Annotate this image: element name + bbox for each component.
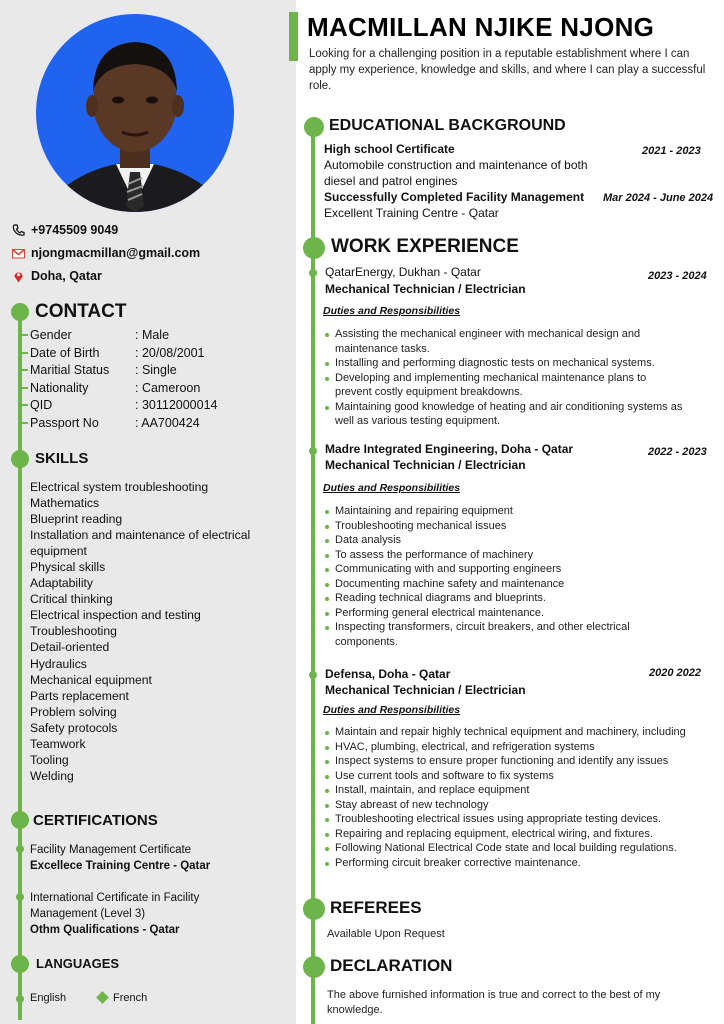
skill-item: Hydraulics: [30, 656, 87, 671]
detail-tick: [20, 369, 28, 371]
language-item: French: [113, 992, 148, 1004]
education-date-1: 2021 - 2023: [642, 145, 701, 157]
job-date: 2022 - 2023: [648, 446, 707, 458]
duties-heading: Duties and Responsibilities: [323, 704, 461, 716]
email-line: [12, 246, 200, 260]
cert-dot: [16, 845, 24, 853]
skill-item: Welding: [30, 768, 74, 783]
detail-row: [30, 397, 218, 415]
detail-value: : 20/08/2001: [135, 345, 205, 360]
detail-value: : 30112000014: [135, 398, 218, 413]
skill-item: Troubleshooting: [30, 624, 117, 639]
skill-item: Mechanical equipment: [30, 672, 152, 687]
contact-bullet: [11, 303, 29, 321]
duty-item-cont: prevent costly equipment breakdowns.: [335, 386, 523, 398]
duty-item: Reading technical diagrams and blueprints.: [323, 591, 708, 606]
duty-item: Inspect systems to ensure proper functioning and identify any issues: [323, 754, 713, 769]
education-title-2: Successfully Completed Facility Management: [324, 190, 585, 204]
skill-item: Teamwork: [30, 736, 86, 751]
duty-item: Assisting the mechanical engineer with mechanical design and: [323, 327, 708, 342]
education-desc-1: diesel and patrol engines: [324, 174, 458, 188]
education-bullet: [304, 117, 324, 137]
languages-title: LANGUAGES: [36, 956, 120, 971]
duty-item: Maintaining good knowledge of heating and air conditioning systems as: [323, 400, 708, 415]
detail-tick: [20, 404, 28, 406]
skills-bullet: [11, 450, 29, 468]
detail-label: Nationality: [30, 380, 89, 395]
skills-title: SKILLS: [35, 450, 89, 467]
work-bullet: [303, 237, 325, 259]
skill-item: Tooling: [30, 752, 69, 767]
skill-item: Mathematics: [30, 496, 100, 511]
profile-photo: [36, 14, 234, 212]
job-date: 2020 2022: [649, 667, 701, 679]
duty-item: Documenting machine safety and maintenance: [323, 577, 708, 592]
duty-item: HVAC, plumbing, electrical, and refrigeration systems: [323, 740, 713, 755]
cert-issuer: Othm Qualifications - Qatar: [30, 924, 180, 936]
declaration-text: The above furnished information is true and correct to the best of my: [327, 989, 661, 1001]
job-company: Madre Integrated Engineering, Doha - Qatar: [325, 442, 574, 456]
duty-item: Performing circuit breaker corrective maintenance.: [323, 856, 713, 871]
detail-label: Gender: [30, 328, 72, 342]
education-desc-1: Automobile construction and maintenance of both: [324, 158, 588, 172]
job-role: Mechanical Technician / Electrician: [325, 282, 526, 296]
duty-item-cont: maintenance tasks.: [335, 342, 430, 355]
job-dot: [309, 447, 317, 455]
name-accent-bar: [289, 12, 298, 61]
email-icon: [12, 247, 25, 260]
education-title: EDUCATIONAL BACKGROUND: [329, 117, 566, 134]
cert-dot: [16, 893, 24, 901]
job-dot: [309, 671, 317, 679]
career-objective: Looking for a challenging position in a reputable establishment where I can apply my experience, knowledge and skills, and where I can play a successful role.: [309, 48, 706, 92]
duty-item: Following National Electrical Code state and local building regulations.: [323, 841, 713, 856]
duty-item: Troubleshooting mechanical issues: [323, 519, 708, 534]
detail-value: : AA700424: [135, 415, 200, 430]
skill-item: Detail-oriented: [30, 640, 110, 655]
duty-item-cont: well as various testing equipment.: [335, 415, 501, 427]
cert-issuer: Excellece Training Centre - Qatar: [30, 860, 211, 872]
location-line: [12, 269, 102, 283]
detail-tick: [20, 422, 28, 424]
location-pin-icon: [12, 270, 25, 283]
duty-item: Installing and performing diagnostic tests on mechanical systems.: [323, 356, 708, 371]
languages-bullet: [11, 955, 29, 973]
email-address[interactable]: njongmacmillan@gmail.com: [31, 246, 201, 260]
duty-item: Data analysis: [323, 533, 708, 548]
skill-item: Critical thinking: [30, 592, 113, 607]
detail-value: : Male: [135, 328, 170, 342]
duties-list: [323, 504, 708, 649]
phone-icon: [12, 224, 25, 237]
detail-row: [30, 327, 218, 345]
duties-heading: Duties and Responsibilities: [323, 482, 461, 494]
education-desc-2: Excellent Training Centre - Qatar: [324, 206, 499, 220]
duties-heading: Duties and Responsibilities: [323, 305, 461, 317]
duty-item: Maintain and repair highly technical equipment and machinery, including: [323, 725, 713, 740]
detail-label: Passport No: [30, 415, 99, 430]
duty-item: Troubleshooting electrical issues using appropriate testing devices.: [323, 812, 713, 827]
skill-item: Safety protocols: [30, 720, 118, 735]
skill-item: Electrical inspection and testing: [30, 608, 201, 623]
detail-row: [30, 362, 218, 380]
detail-label: Date of Birth: [30, 345, 100, 360]
duty-item: Inspecting transformers, circuit breakers, and other electrical: [323, 620, 708, 635]
referees-text: Available Upon Request: [327, 928, 445, 940]
full-name: MACMILLAN NJIKE NJONG: [307, 12, 655, 42]
detail-tick: [20, 387, 28, 389]
job-company: QatarEnergy, Dukhan - Qatar: [325, 265, 481, 279]
certifications-title: CERTIFICATIONS: [33, 812, 158, 829]
personal-details: [30, 327, 218, 433]
location-text: Doha, Qatar: [31, 269, 102, 283]
phone-line: [12, 223, 118, 237]
contact-title: CONTACT: [35, 301, 127, 322]
detail-row: [30, 380, 218, 398]
duty-item: Developing and implementing mechanical maintenance plans to: [323, 371, 708, 386]
certifications-bullet: [11, 811, 29, 829]
language-dot: [16, 995, 24, 1003]
phone-number[interactable]: +9745509 9049: [31, 223, 119, 237]
skill-item: equipment: [30, 544, 87, 559]
declaration-text: knowledge.: [327, 1004, 383, 1016]
duty-item-cont: components.: [335, 635, 398, 648]
detail-value: : Cameroon: [135, 380, 201, 395]
cert-name: Management (Level 3): [30, 908, 146, 920]
detail-row: [30, 345, 218, 363]
referees-bullet: [303, 898, 325, 920]
skill-item: Problem solving: [30, 704, 117, 719]
education-title-1: High school Certificate: [324, 142, 455, 156]
declaration-bullet: [303, 956, 325, 978]
detail-label: QID: [30, 398, 53, 413]
job-role: Mechanical Technician / Electrician: [325, 683, 526, 697]
duties-list: [323, 327, 708, 429]
duty-item: Maintaining and repairing equipment: [323, 504, 708, 519]
cert-name: Facility Management Certificate: [30, 844, 192, 856]
job-role: Mechanical Technician / Electrician: [325, 458, 526, 472]
job-dot: [309, 269, 317, 277]
sidebar-timeline: [18, 304, 22, 1020]
skill-item: Adaptability: [30, 576, 94, 591]
work-title: WORK EXPERIENCE: [331, 236, 519, 257]
detail-tick: [20, 334, 28, 336]
duty-item: Install, maintain, and replace equipment: [323, 783, 713, 798]
skills-list: [30, 479, 292, 784]
detail-row: [30, 415, 218, 433]
language-item: English: [30, 992, 67, 1004]
duty-item: To assess the performance of machinery: [323, 548, 708, 563]
detail-value: : Single: [135, 363, 177, 378]
duties-list: [323, 725, 713, 870]
skill-item: Blueprint reading: [30, 512, 123, 527]
duty-item: Performing general electrical maintenance.: [323, 606, 708, 621]
declaration-title: DECLARATION: [330, 956, 453, 975]
job-date: 2023 - 2024: [648, 270, 707, 282]
skill-item: Electrical system troubleshooting: [30, 480, 209, 494]
education-date-2: Mar 2024 - June 2024: [603, 192, 714, 204]
skill-item: Installation and maintenance of electrical: [30, 528, 251, 543]
skill-item: Physical skills: [30, 560, 106, 575]
duty-item: Stay abreast of new technology: [323, 798, 713, 813]
skill-item: Parts replacement: [30, 688, 129, 703]
job-company: Defensa, Doha - Qatar: [325, 667, 451, 681]
duty-item: Repairing and replacing equipment, electrical wiring, and fixtures.: [323, 827, 713, 842]
duty-item: Communicating with and supporting engineers: [323, 562, 708, 577]
detail-tick: [20, 352, 28, 354]
duty-item: Use current tools and software to fix systems: [323, 769, 713, 784]
referees-title: REFEREES: [330, 898, 422, 917]
detail-label: Maritial Status: [30, 363, 110, 378]
cert-name: International Certificate in Facility: [30, 892, 200, 904]
